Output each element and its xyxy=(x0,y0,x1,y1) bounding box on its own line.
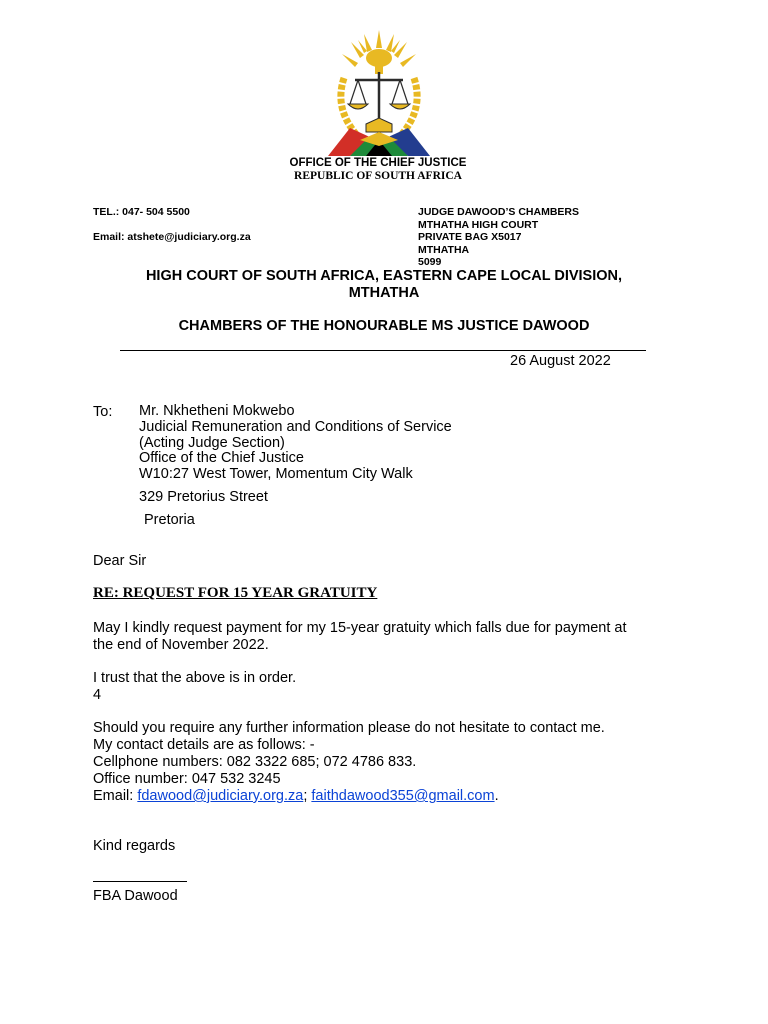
recipient-line: Mr. Nkhetheni Mokwebo xyxy=(139,403,295,419)
telephone: TEL.: 047- 504 5500 xyxy=(93,206,190,218)
stray-character: 4 xyxy=(93,687,102,703)
chambers-address-line: 5099 xyxy=(418,256,442,268)
closing: Kind regards xyxy=(93,838,176,854)
divider xyxy=(120,350,646,351)
salutation: Dear Sir xyxy=(93,553,147,569)
subject-line: RE: REQUEST FOR 15 YEAR GRATUITY xyxy=(93,585,378,601)
recipient-city: Pretoria xyxy=(144,512,195,528)
chambers-address xyxy=(418,206,579,269)
paragraph-line: My contact details are as follows: - xyxy=(93,737,315,753)
office-subtitle: REPUBLIC OF SOUTH AFRICA xyxy=(294,170,462,182)
email-end: . xyxy=(494,788,499,804)
email-line xyxy=(93,788,693,805)
recipient-address xyxy=(139,404,452,483)
coat-of-arms-icon xyxy=(320,28,438,156)
paragraph-line: Should you require any further information please do not hesitate to contact me. xyxy=(93,720,605,736)
email-label: Email: xyxy=(93,788,138,804)
chambers-address-line: MTHATHA HIGH COURT xyxy=(418,218,539,231)
paragraph-line: I trust that the above is in order. xyxy=(93,670,297,686)
court-heading-line: MTHATHA xyxy=(348,285,420,301)
recipient-line: Office of the Chief Justice xyxy=(139,450,304,467)
recipient-street: 329 Pretorius Street xyxy=(139,489,268,505)
chambers-address-line: JUDGE DAWOOD’S CHAMBERS xyxy=(418,206,580,218)
letter-date: 26 August 2022 xyxy=(510,353,611,369)
paragraph-contact xyxy=(93,720,693,805)
paragraph-line: May I kindly request payment for my 15-year gratuity which falls due for payment at xyxy=(93,620,627,636)
court-heading-line: HIGH COURT OF SOUTH AFRICA, EASTERN CAPE LOCAL DIVISION, xyxy=(145,268,623,284)
to-label: To: xyxy=(93,404,113,420)
office-number: Office number: 047 532 3245 xyxy=(93,771,281,787)
chambers-address-line: MTHATHA xyxy=(418,243,470,256)
email-separator: ; xyxy=(303,788,312,804)
contact-email: Email: atshete@judiciary.org.za xyxy=(93,231,251,243)
recipient-line: Judicial Remuneration and Conditions of Service xyxy=(139,418,452,435)
recipient-line: W10:27 West Tower, Momentum City Walk xyxy=(139,466,413,483)
paragraph-trust xyxy=(93,670,693,704)
email-link-judiciary[interactable]: fdawood@judiciary.org.za xyxy=(137,788,304,804)
cellphone-numbers: Cellphone numbers: 082 3322 685; 072 4786 833. xyxy=(93,754,417,770)
paragraph-line: the end of November 2022. xyxy=(93,637,269,653)
email-link-gmail[interactable]: faithdawood355@gmail.com xyxy=(311,788,495,804)
signature-line xyxy=(93,881,187,882)
office-title: OFFICE OF THE CHIEF JUSTICE xyxy=(289,157,467,169)
signature-name: FBA Dawood xyxy=(93,888,178,904)
recipient-line: (Acting Judge Section) xyxy=(139,434,285,451)
court-heading xyxy=(100,268,668,302)
paragraph-request xyxy=(93,620,693,654)
chambers-address-line: PRIVATE BAG X5017 xyxy=(418,231,522,243)
chambers-heading: CHAMBERS OF THE HONOURABLE MS JUSTICE DAWOOD xyxy=(178,318,590,334)
